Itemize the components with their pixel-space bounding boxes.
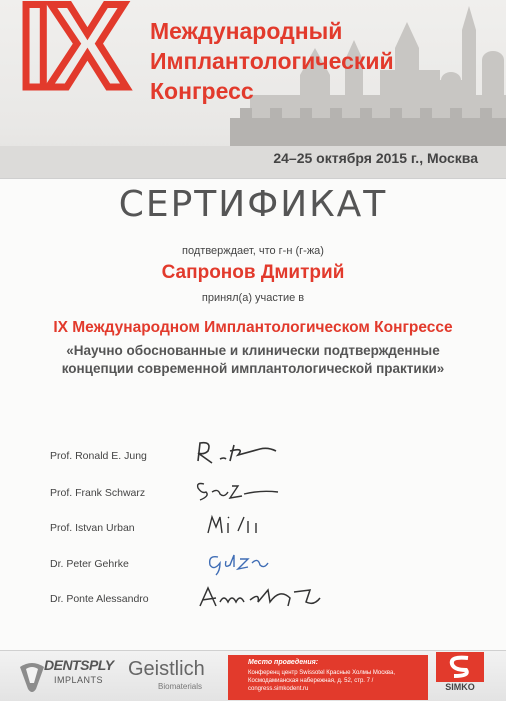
geistlich-subtitle: Biomaterials [158,682,203,691]
dentsply-subtitle: IMPLANTS [54,675,104,685]
simko-emblem-icon [436,652,484,682]
event-dates: 24–25 октября 2015 г., Москва [273,150,478,166]
signature-row [0,443,506,471]
congress-title [150,16,394,106]
congress-title-line: Конгресс [150,78,254,104]
recipient-name: Сапронов Дмитрий [161,262,345,283]
venue-label: Место проведения: [248,659,319,666]
handwritten-signature [190,474,290,506]
header-banner [0,0,506,179]
geistlich-logo [128,658,205,691]
congress-title-line: Международный [150,18,343,44]
signatory-name: Dr. Peter Gehrke [50,558,129,570]
venue-address: Конференц центр Swissotel Красные Холмы Москва, Космодамианская набережная, д. 52, стр. 7 / congress.simkodent.ru [248,670,395,692]
certificate-title: СЕРТИФИКАТ [118,184,388,225]
signature-row [0,515,506,543]
simko-name: SIMKO [445,682,475,692]
event-name: IX Международном Имплантологическом Конгрессе [53,319,453,336]
confirms-text: подтверждает, что г-н (г-жа) [182,245,324,257]
handwritten-signature [190,437,290,469]
participated-text: принял(а) участие в [201,292,305,304]
dentsply-name: DENTSPLY [44,657,114,673]
roman-numeral: IX [18,0,124,113]
handwritten-signature [190,509,290,541]
dentsply-logo [16,657,114,697]
signature-row [0,480,506,508]
simko-logo [436,652,484,696]
geistlich-name: Geistlich [128,658,205,680]
event-topic-line: «Научно обоснованные и клинически подтвержденные [66,343,440,358]
signature-row [0,586,506,614]
signatory-name: Prof. Ronald E. Jung [50,450,147,462]
venue-info-box [228,655,428,700]
handwritten-signature [190,545,290,577]
event-topic-line: концепции современной имплантологической практики» [61,361,445,376]
signatory-name: Dr. Ponte Alessandro [50,593,149,605]
event-topic [0,342,506,378]
congress-title-line: Имплантологический [150,48,394,74]
signature-row [0,551,506,579]
handwritten-signature [190,580,330,612]
signatory-name: Prof. Frank Schwarz [50,487,146,499]
signatory-name: Prof. Istvan Urban [50,522,135,534]
